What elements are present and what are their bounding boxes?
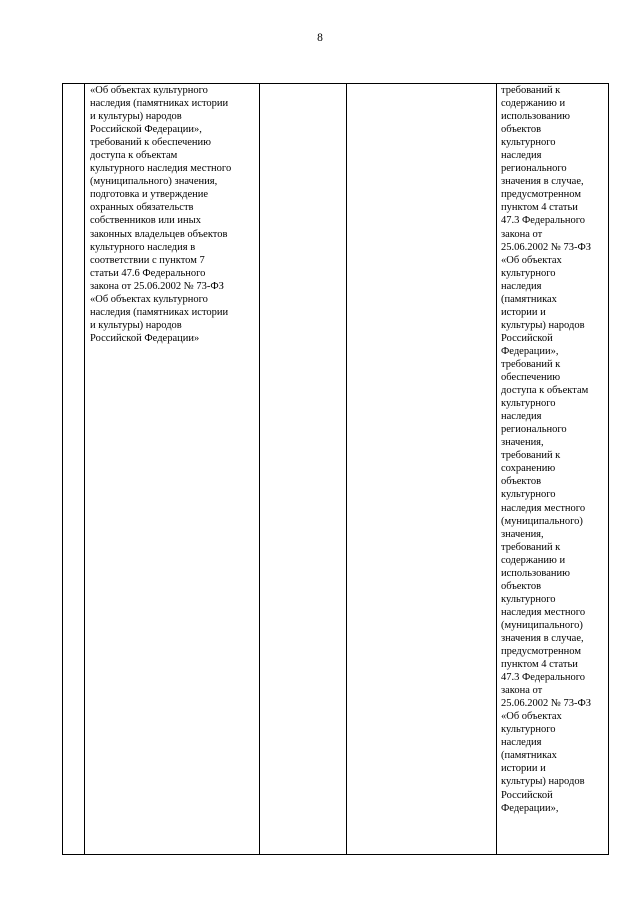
table-cell-empty bbox=[347, 84, 497, 855]
table-cell-number bbox=[63, 84, 85, 855]
document-table bbox=[62, 83, 609, 855]
table-cell-description bbox=[85, 84, 260, 855]
page-number: 8 bbox=[317, 32, 323, 44]
table-cell-empty bbox=[260, 84, 347, 855]
table-row bbox=[63, 84, 609, 855]
table-cell-requirements bbox=[497, 84, 609, 855]
cell-text: требований к содержанию и использованию объектов культурного наследия регионального значения в случае, предусмотренном пунктом 4 статьи 47.3 Федерального закона от 25.06.2002 № 73-ФЗ «Об объектах культурного наследия (памятниках истории и культуры) народов Российской Федерации», требований к обеспечению доступа к объектам культурного наследия регионального значения, требований к сохранению объектов культурного наследия местного (муниципального) значения, требований к содержанию и использованию объектов культурного наследия местного (муниципального) значения в случае, предусмотренном пунктом 4 статьи 47.3 Федерального закона от 25.06.2002 № 73-ФЗ «Об объектах культурного наследия (памятниках истории и культуры) народов Российской Федерации», bbox=[501, 85, 592, 814]
cell-text: «Об объектах культурного наследия (памятниках истории и культуры) народов Российской Федерации», требований к обеспечению доступа к объектам культурного наследия местного (муниципального) значения, подготовка и утверждение охранных обязательств собственников или иных законных владельцев объектов культурного наследия в соответствии с пунктом 7 статьи 47.6 Федерального закона от 25.06.2002 № 73-ФЗ «Об объектах культурного наследия (памятниках истории и культуры) народов Российской Федерации» bbox=[90, 85, 232, 344]
